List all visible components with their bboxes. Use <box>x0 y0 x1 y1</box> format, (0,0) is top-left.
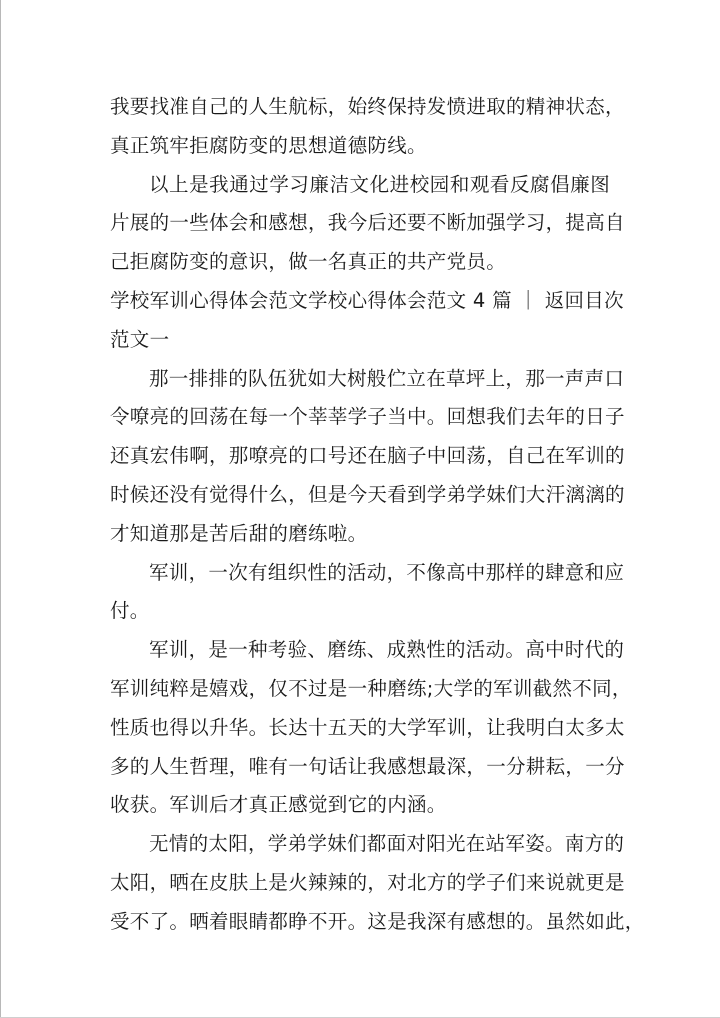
text-line: 军训纯粹是嬉戏，仅不过是一种磨练;大学的军训截然不同， <box>110 676 632 700</box>
text-line: 我要找准自己的人生航标，始终保持发愤进取的精神状态， <box>110 95 625 118</box>
text-line: 多的人生哲理，唯有一句话让我感想最深，一分耕耘，一分 <box>110 754 625 778</box>
page-edge-left <box>0 0 1 1018</box>
paragraph-start-line: 以上是我通过学习廉洁文化进校园和观看反腐倡廉图 <box>149 172 610 196</box>
text-line: 受不了。晒着眼睛都睁不开。这是我深有感想的。虽然如此， <box>110 909 645 933</box>
text-line: 收获。军训后才真正感觉到它的内涵。 <box>110 793 447 817</box>
text-line: 太阳，晒在皮肤上是火辣辣的，对北方的学子们来说就更是 <box>110 870 625 894</box>
text-line: 己拒腐防变的意识，做一名真正的共产党员。 <box>110 250 507 274</box>
text-line: 性质也得以升华。长达十五天的大学军训，让我明白太多太 <box>110 715 625 739</box>
text-line: 片展的一些体会和感想，我今后还要不断加强学习，提高自 <box>110 211 625 235</box>
paragraph-start-line: 无情的太阳，学弟学妹们都面对阳光在站军姿。南方的 <box>149 832 625 856</box>
text-line: 真正筑牢拒腐防变的思想道德防线。 <box>110 133 427 157</box>
text-line: 令嘹亮的回荡在每一个莘莘学子当中。回想我们去年的日子 <box>110 405 625 429</box>
paragraph-start-line: 军训，一次有组织性的活动，不像高中那样的肆意和应 <box>149 560 625 584</box>
text-line: 还真宏伟啊，那嘹亮的口号还在脑子中回荡，自己在军训的 <box>110 444 625 468</box>
paragraph-start-line: 那一排排的队伍犹如大树般伫立在草坪上，那一声声口 <box>149 366 625 390</box>
document-body <box>110 88 645 942</box>
text-line: 时候还没有觉得什么，但是今天看到学弟学妹们大汗漓漓的 <box>110 482 625 506</box>
paragraph-start-line: 军训，是一种考验、磨练、成熟性的活动。高中时代的 <box>149 638 625 662</box>
text-line: 才知道那是苦后甜的磨练啦。 <box>110 521 368 545</box>
section-subheading: 范文一 <box>110 327 170 351</box>
text-line: 付。 <box>110 599 150 623</box>
section-heading: 学校军训心得体会范文学校心得体会范文 4 篇 ｜ 返回目次 <box>110 288 624 312</box>
